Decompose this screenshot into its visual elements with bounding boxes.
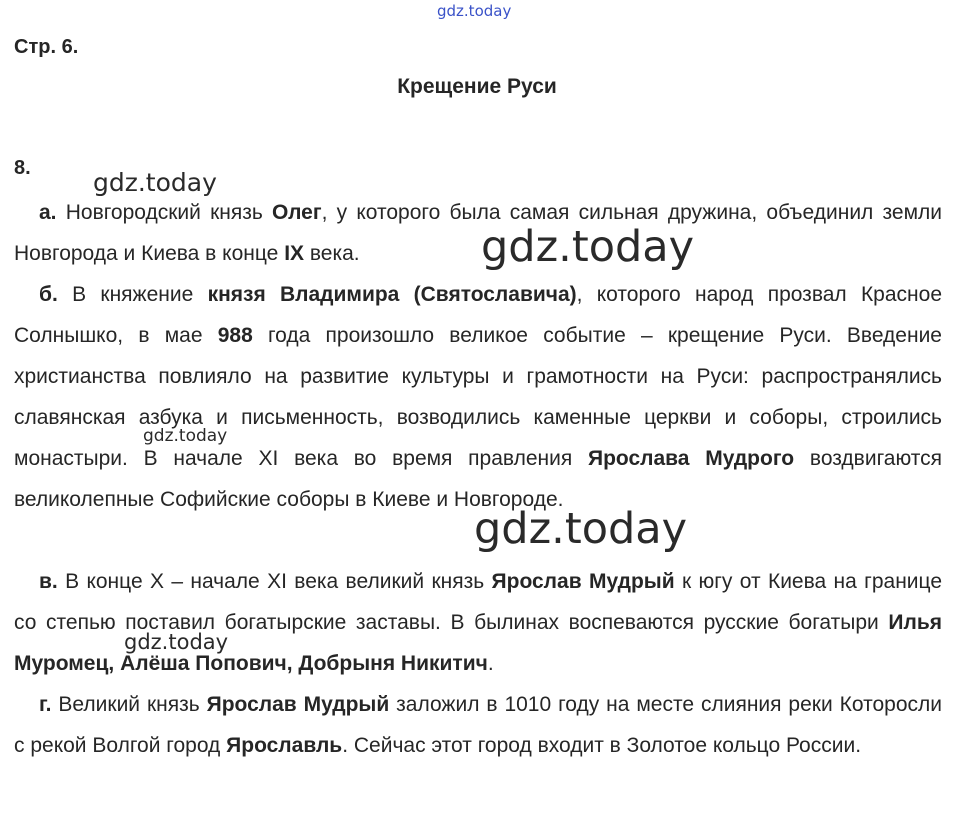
bold-term: князя Владимира (Святославича) bbox=[207, 283, 577, 306]
paragraph-b bbox=[14, 274, 942, 520]
watermark: gdz.today bbox=[93, 168, 217, 197]
bold-term: Ярослава Мудрого bbox=[587, 447, 795, 470]
bold-term: Ярослав Мудрый bbox=[491, 570, 675, 593]
text: Великий князь bbox=[51, 693, 207, 716]
bold-term: Ярославль bbox=[226, 734, 343, 757]
paragraph-a bbox=[14, 192, 942, 274]
page-title: Крещение Руси bbox=[397, 75, 557, 98]
task-number: 8. bbox=[14, 157, 31, 179]
text: . Сейчас этот город входит в Золотое кольцо России. bbox=[342, 734, 862, 757]
bold-term: Ярослав Мудрый bbox=[206, 693, 390, 716]
text: воздвигаются великолепные Софийские соборы в Киеве и Новгороде. bbox=[14, 447, 942, 511]
text: года произошло великое событие – крещение Руси. Введение христианства повлияло на развитие культуры и грамотности на Руси: распространялись славянская азбука и письменность, возводились каменные церкви и соборы, строились монастыри. В начале XI века во время правления bbox=[14, 324, 942, 470]
bold-term: 988 bbox=[217, 324, 253, 347]
paragraph-g bbox=[14, 684, 942, 766]
bold-term: Илья Муромец, Алёша Попович, Добрыня Никитич bbox=[14, 611, 942, 675]
text: , которого народ прозвал Красное Солнышко, в мае bbox=[14, 283, 942, 347]
item-letter: б. bbox=[39, 283, 58, 306]
text: века. bbox=[304, 242, 360, 265]
bold-term: Олег bbox=[272, 201, 322, 224]
watermark: gdz.today bbox=[481, 222, 695, 272]
item-letter: в. bbox=[39, 570, 58, 593]
page-reference: Стр. 6. bbox=[14, 36, 79, 58]
paragraph-v bbox=[14, 561, 942, 684]
text: В конце X – начале XI века великий князь bbox=[57, 570, 492, 593]
text: Новгородский князь bbox=[56, 201, 273, 224]
watermark-top: gdz.today bbox=[437, 2, 512, 20]
watermark: gdz.today bbox=[124, 630, 229, 654]
text: В княжение bbox=[57, 283, 208, 306]
watermark: gdz.today bbox=[474, 504, 688, 554]
bold-term: IX bbox=[284, 242, 305, 265]
text: к югу от Киева на границе со степью поставил богатырские заставы. В былинах воспеваются русские богатыри bbox=[14, 570, 942, 634]
text: , у которого была самая сильная дружина, объединил земли Новгорода и Киева в конце bbox=[14, 201, 942, 265]
text: заложил в 1010 году на месте слияния реки Которосли с рекой Волгой город bbox=[14, 693, 942, 757]
item-letter: г. bbox=[39, 693, 52, 716]
watermark: gdz.today bbox=[143, 426, 228, 446]
item-letter: а. bbox=[39, 201, 57, 224]
text: . bbox=[487, 652, 494, 675]
